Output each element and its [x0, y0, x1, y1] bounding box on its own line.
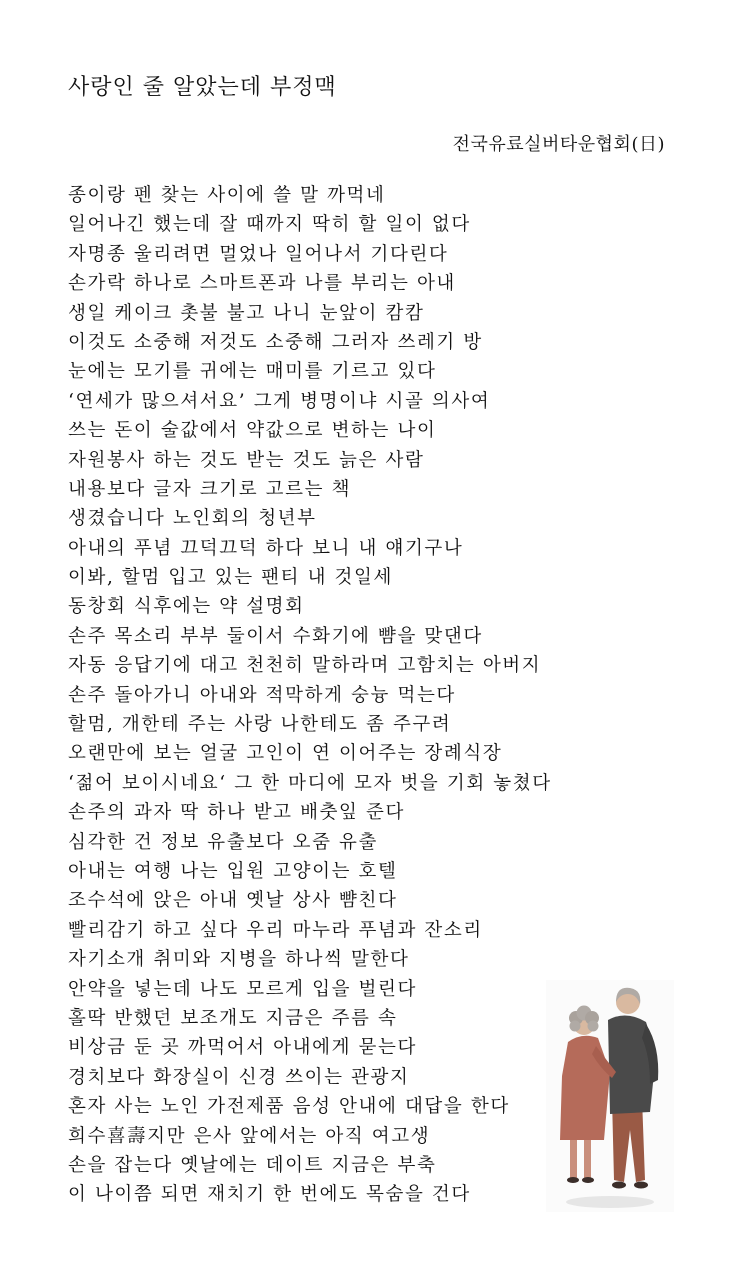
poem-title: 사랑인 줄 알았는데 부정맥 — [68, 75, 337, 100]
poem-line: 손가락 하나로 스마트폰과 나를 부리는 아내 — [68, 273, 456, 295]
poem-line: 쓰는 돈이 술값에서 약값으로 변하는 나이 — [68, 420, 437, 442]
poem-line: 할멈, 개한테 주는 사랑 나한테도 좀 주구려 — [68, 714, 452, 736]
poem-line: 경치보다 화장실이 신경 쓰이는 관광지 — [68, 1066, 410, 1088]
poem-line: 이봐, 할멈 입고 있는 팬티 내 것일세 — [68, 567, 393, 589]
poem-line: 심각한 건 정보 유출보다 오줌 유출 — [68, 831, 378, 853]
poem-line: 홀딱 반했던 보조개도 지금은 주름 속 — [68, 1007, 398, 1029]
poem-line: 혼자 사는 노인 가전제품 음성 안내에 대답을 한다 — [68, 1096, 510, 1118]
poem-line: 손주 목소리 부부 둘이서 수화기에 뺨을 맞댄다 — [68, 625, 483, 647]
elderly-couple-illustration — [546, 980, 674, 1212]
poem-line: 내용보다 글자 크기로 고르는 책 — [68, 478, 352, 500]
poem-line: 아내의 푸념 끄덕끄덕 하다 보니 내 얘기구나 — [68, 537, 464, 559]
poem-line: 손주의 과자 딱 하나 받고 배춧잎 준다 — [68, 802, 405, 824]
poem-line: ‘연세가 많으셔서요’ 그게 병명이냐 시골 의사여 — [68, 390, 491, 412]
poem-author: 전국유료실버타운협회(日) — [452, 134, 665, 155]
poem-body — [68, 181, 588, 1210]
poem-line: 이 나이쯤 되면 재치기 한 번에도 목숨을 건다 — [68, 1184, 471, 1206]
poem-line: 아내는 여행 나는 입원 고양이는 호텔 — [68, 860, 398, 882]
poem-line: 희수喜壽지만 은사 앞에서는 아직 여고생 — [68, 1125, 431, 1147]
poem-line: 생일 케이크 촛불 불고 나니 눈앞이 캄캄 — [68, 302, 425, 324]
poem-line: 종이랑 펜 찾는 사이에 쓸 말 까먹네 — [68, 185, 386, 206]
poem-line: 손을 잡는다 옛날에는 데이트 지금은 부축 — [68, 1154, 437, 1176]
poem-line: 오랜만에 보는 얼굴 고인이 연 이어주는 장례식장 — [68, 743, 503, 765]
poem-line: 동창회 식후에는 약 설명회 — [68, 596, 305, 618]
poem-line: 비상금 둔 곳 까먹어서 아내에게 묻는다 — [68, 1037, 417, 1059]
poem-line: 손주 돌아가니 아내와 적막하게 숭늉 먹는다 — [68, 684, 456, 706]
poem-line: 조수석에 앉은 아내 옛날 상사 뺨친다 — [68, 890, 398, 912]
poem-line: 이것도 소중해 저것도 소중해 그러자 쓰레기 방 — [68, 331, 483, 353]
poem-line: 자동 응답기에 대고 천천히 말하라며 고함치는 아버지 — [68, 655, 542, 677]
poem-line: 생겼습니다 노인회의 청년부 — [68, 508, 317, 530]
poem-line: 자기소개 취미와 지병을 하나씩 말한다 — [68, 949, 410, 971]
poem-line: 빨리감기 하고 싶다 우리 마누라 푸념과 잔소리 — [68, 919, 483, 941]
poem-line: 자원봉사 하는 것도 받는 것도 늙은 사람 — [68, 449, 425, 471]
poem-line: 눈에는 모기를 귀에는 매미를 기르고 있다 — [68, 361, 437, 383]
poem-line: 자명종 울리려면 멀었나 일어나서 기다린다 — [68, 243, 449, 265]
poem-line: ‘젊어 보이시네요‘ 그 한 마디에 모자 벗을 기회 놓쳤다 — [68, 772, 552, 794]
poem-line: 일어나긴 했는데 잘 때까지 딱히 할 일이 없다 — [68, 214, 471, 236]
poem-line: 안약을 넣는데 나도 모르게 입을 벌린다 — [68, 978, 417, 1000]
